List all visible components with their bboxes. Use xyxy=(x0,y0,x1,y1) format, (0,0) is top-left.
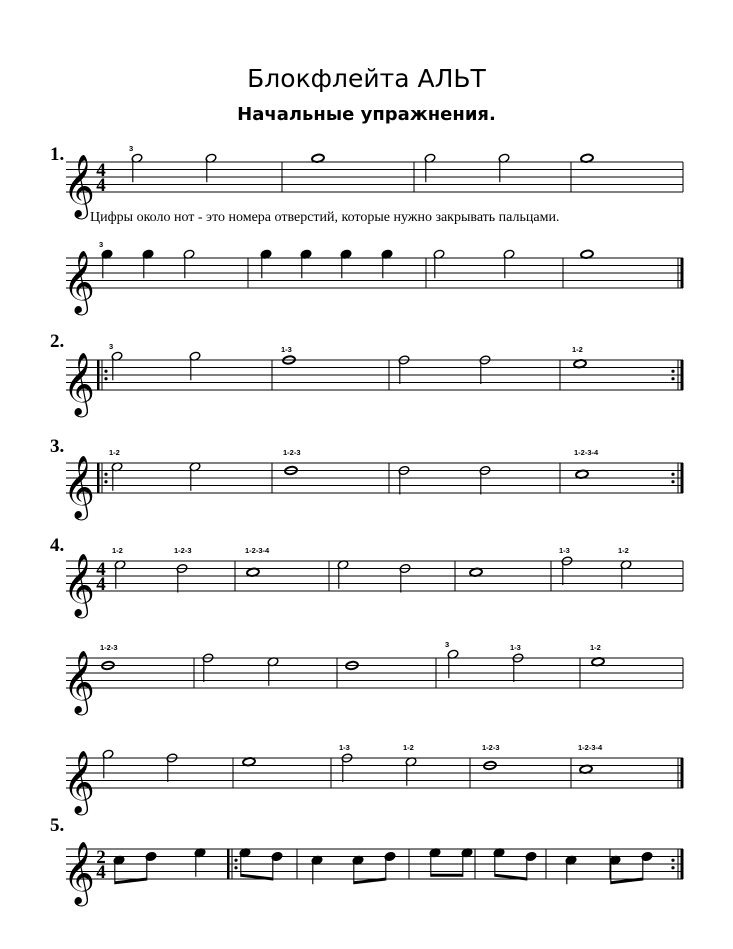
repeat-dot xyxy=(234,866,237,869)
fingering-label: 3 xyxy=(445,640,450,649)
fingering-label: 1-2 xyxy=(590,643,601,652)
repeat-thick-bar xyxy=(97,360,100,390)
page-subtitle: Начальные упражнения. xyxy=(237,104,496,125)
exercise-number: 5. xyxy=(50,815,65,836)
fingering-label: 3 xyxy=(99,240,104,249)
time-signature-top: 2 xyxy=(96,847,106,868)
repeat-dot xyxy=(104,377,107,380)
exercise-number: 4. xyxy=(50,535,65,556)
exercise-number: 2. xyxy=(50,331,65,352)
fingering-label: 1-2-3 xyxy=(174,546,192,555)
repeat-dot xyxy=(671,859,674,862)
treble-clef-icon: 𝄞 xyxy=(63,650,95,713)
fingering-label: 1-2 xyxy=(112,546,123,555)
fingering-label: 1-2 xyxy=(109,448,120,457)
note-head xyxy=(580,250,593,259)
fingering-label: 1-3 xyxy=(510,643,521,652)
repeat-dot xyxy=(671,473,674,476)
fingering-instruction: Цифры около нот - это номера отверстий, которые нужно закрывать пальцами. xyxy=(90,210,560,225)
note-head xyxy=(246,568,259,577)
fingering-label: 3 xyxy=(109,342,114,351)
note-head xyxy=(311,154,324,163)
fingering-label: 1-2-3 xyxy=(283,448,301,457)
repeat-dot xyxy=(234,859,237,862)
end-thick-bar xyxy=(681,758,684,788)
treble-clef-icon: 𝄞 xyxy=(63,750,95,813)
time-signature-top: 4 xyxy=(96,559,106,580)
fingering-label: 1-2-3-4 xyxy=(578,743,603,752)
repeat-dot xyxy=(104,370,107,373)
fingering-label: 1-2 xyxy=(618,546,629,555)
fingering-label: 1-2-3-4 xyxy=(574,448,599,457)
note-head xyxy=(580,154,593,163)
time-signature-bottom: 4 xyxy=(96,862,106,883)
treble-clef-icon: 𝄞 xyxy=(63,553,95,616)
fingering-label: 1-3 xyxy=(559,546,570,555)
fingering-label: 3 xyxy=(129,144,134,153)
treble-clef-icon: 𝄞 xyxy=(63,841,95,904)
repeat-dot xyxy=(671,370,674,373)
note-head xyxy=(469,568,482,577)
fingering-label: 1-2 xyxy=(403,743,414,752)
repeat-dot xyxy=(671,866,674,869)
note-head xyxy=(573,359,586,368)
fingering-label: 1-2-3-4 xyxy=(245,546,270,555)
end-thick-bar xyxy=(681,463,684,493)
fingering-label: 1-2 xyxy=(572,345,583,354)
treble-clef-icon: 𝄞 xyxy=(63,352,95,415)
end-thick-bar xyxy=(681,258,684,288)
note-head xyxy=(591,657,604,666)
fingering-label: 1-2-3 xyxy=(482,743,500,752)
time-signature-top: 4 xyxy=(96,160,106,181)
treble-clef-icon: 𝄞 xyxy=(63,455,95,518)
exercise-number: 3. xyxy=(50,436,65,457)
time-signature-bottom: 4 xyxy=(96,574,106,595)
repeat-dot xyxy=(104,480,107,483)
fingering-label: 1-3 xyxy=(339,743,350,752)
fingering-label: 1-2-3 xyxy=(100,643,118,652)
fingering-label: 1-3 xyxy=(281,345,292,354)
page-title: Блокфлейта АЛЬТ xyxy=(247,64,486,93)
exercise-number: 1. xyxy=(50,144,65,165)
repeat-thick-bar xyxy=(227,849,230,879)
treble-clef-icon: 𝄞 xyxy=(63,154,95,217)
end-thick-bar xyxy=(681,360,684,390)
repeat-thick-bar xyxy=(97,463,100,493)
treble-clef-icon: 𝄞 xyxy=(63,250,95,313)
time-signature-bottom: 4 xyxy=(96,175,106,196)
note-head xyxy=(242,757,255,766)
end-thick-bar xyxy=(681,849,684,879)
note-head xyxy=(575,470,588,479)
note-beam xyxy=(431,874,463,877)
repeat-dot xyxy=(671,377,674,380)
repeat-dot xyxy=(104,473,107,476)
repeat-dot xyxy=(671,480,674,483)
note-head xyxy=(579,765,592,774)
